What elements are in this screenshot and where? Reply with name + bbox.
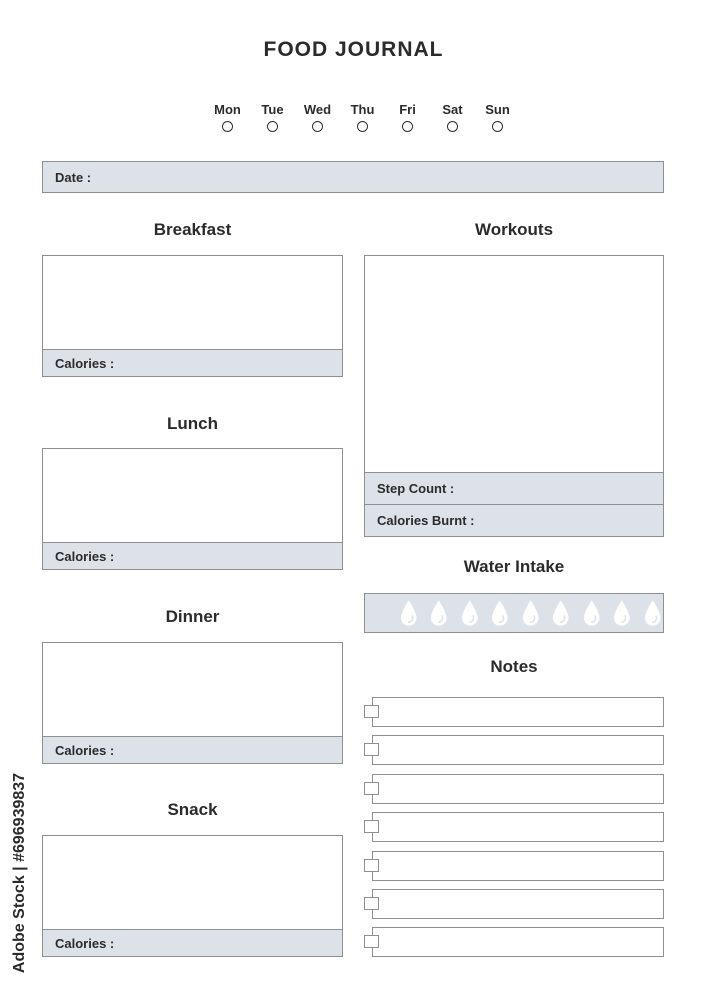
step-count-label: Step Count : xyxy=(377,481,455,496)
water-drop-icon[interactable] xyxy=(520,599,541,628)
day-sun[interactable] xyxy=(475,102,520,132)
day-radio[interactable] xyxy=(357,121,368,132)
note-checkbox[interactable] xyxy=(364,782,379,795)
breakfast-heading: Breakfast xyxy=(153,220,232,239)
watermark-text: Adobe Stock | #696939837 xyxy=(11,772,28,974)
lunch-box[interactable] xyxy=(42,448,343,570)
day-wed[interactable] xyxy=(295,102,340,132)
date-field[interactable] xyxy=(42,161,664,193)
calories-burnt-field[interactable] xyxy=(364,504,664,537)
water-intake-tracker xyxy=(364,593,664,633)
water-drop-icon[interactable] xyxy=(398,599,419,628)
note-checkbox[interactable] xyxy=(364,897,379,910)
day-sat[interactable] xyxy=(430,102,475,132)
calories-label: Calories : xyxy=(55,355,115,371)
note-line[interactable] xyxy=(372,697,664,727)
note-checkbox[interactable] xyxy=(364,820,379,833)
day-radio[interactable] xyxy=(447,121,458,132)
note-checkbox[interactable] xyxy=(364,705,379,718)
lunch-calories-field[interactable] xyxy=(42,542,343,570)
water-intake-heading: Water Intake xyxy=(463,557,565,576)
day-radio[interactable] xyxy=(402,121,413,132)
note-line[interactable] xyxy=(372,774,664,804)
date-label: Date : xyxy=(55,169,92,185)
day-thu[interactable] xyxy=(340,102,385,132)
day-radio[interactable] xyxy=(492,121,503,132)
water-drop-icon[interactable] xyxy=(489,599,510,628)
day-label: Fri xyxy=(399,102,416,117)
snack-box[interactable] xyxy=(42,835,343,957)
calories-burnt-label: Calories Burnt : xyxy=(377,513,475,528)
water-drop-icon[interactable] xyxy=(428,599,449,628)
note-checkbox[interactable] xyxy=(364,743,379,756)
day-label: Thu xyxy=(350,102,375,117)
day-tue[interactable] xyxy=(250,102,295,132)
note-line[interactable] xyxy=(372,889,664,919)
dinner-box[interactable] xyxy=(42,642,343,764)
page-title: FOOD JOURNAL xyxy=(263,38,444,61)
day-label: Wed xyxy=(303,102,332,117)
note-line[interactable] xyxy=(372,851,664,881)
breakfast-box[interactable] xyxy=(42,255,343,377)
day-mon[interactable] xyxy=(205,102,250,132)
notes-heading: Notes xyxy=(490,657,538,676)
breakfast-calories-field[interactable] xyxy=(42,349,343,377)
day-label: Sat xyxy=(442,102,463,117)
day-radio[interactable] xyxy=(312,121,323,132)
water-drop-icon[interactable] xyxy=(459,599,480,628)
note-checkbox[interactable] xyxy=(364,935,379,948)
note-line[interactable] xyxy=(372,927,664,957)
day-radio[interactable] xyxy=(267,121,278,132)
water-drop-icon[interactable] xyxy=(550,599,571,628)
note-line[interactable] xyxy=(372,812,664,842)
lunch-heading: Lunch xyxy=(167,414,218,433)
water-drop-icon[interactable] xyxy=(581,599,602,628)
note-checkbox[interactable] xyxy=(364,859,379,872)
day-label: Tue xyxy=(261,102,284,117)
dinner-calories-field[interactable] xyxy=(42,736,343,764)
watermark xyxy=(7,758,33,988)
day-label: Mon xyxy=(214,102,241,117)
day-label: Sun xyxy=(485,102,510,117)
water-drop-icon[interactable] xyxy=(611,599,632,628)
snack-heading: Snack xyxy=(167,800,218,819)
dinner-heading: Dinner xyxy=(165,607,220,626)
workouts-heading: Workouts xyxy=(474,220,554,239)
note-line[interactable] xyxy=(372,735,664,765)
snack-calories-field[interactable] xyxy=(42,929,343,957)
water-drop-icon[interactable] xyxy=(642,599,663,628)
step-count-field[interactable] xyxy=(364,472,664,505)
day-fri[interactable] xyxy=(385,102,430,132)
weekday-selector xyxy=(205,102,520,132)
day-radio[interactable] xyxy=(222,121,233,132)
calories-label: Calories : xyxy=(55,935,115,951)
workouts-box[interactable] xyxy=(364,255,664,537)
calories-label: Calories : xyxy=(55,548,115,564)
calories-label: Calories : xyxy=(55,742,115,758)
